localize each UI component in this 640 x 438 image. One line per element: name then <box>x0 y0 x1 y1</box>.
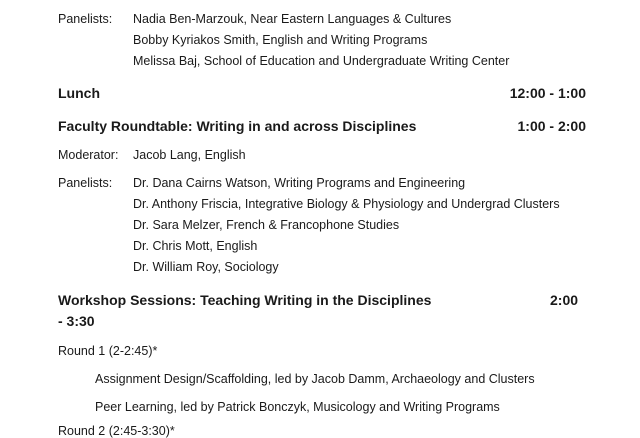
panelists-label: Panelists: <box>58 176 113 190</box>
roundtable-time: 1:00 - 2:00 <box>517 118 586 134</box>
panelist-name: Dr. Dana Cairns Watson, Writing Programs and Engineering <box>133 176 466 190</box>
session-item: Peer Learning, led by Patrick Bonczyk, Musicology and Writing Programs <box>95 400 500 414</box>
round-2-label: Round 2 (2:45-3:30)* <box>58 424 175 438</box>
moderator-label: Moderator: <box>58 148 119 162</box>
lunch-heading: Lunch <box>58 85 100 101</box>
panelist-name: Dr. Chris Mott, English <box>133 239 258 253</box>
panelist-name: Bobby Kyriakos Smith, English and Writing Programs <box>133 33 428 47</box>
moderator-name: Jacob Lang, English <box>133 148 246 162</box>
panelist-name: Nadia Ben-Marzouk, Near Eastern Languages & Cultures <box>133 12 452 26</box>
panelist-name: Melissa Baj, School of Education and Undergraduate Writing Center <box>133 54 510 68</box>
workshop-heading: Workshop Sessions: Teaching Writing in the Disciplines <box>58 292 432 308</box>
lunch-time: 12:00 - 1:00 <box>509 85 586 101</box>
session-item: Assignment Design/Scaffolding, led by Jacob Damm, Archaeology and Clusters <box>95 372 535 386</box>
panelist-name: Dr. Anthony Friscia, Integrative Biology & Physiology and Undergrad Clusters <box>133 197 560 211</box>
workshop-time-start: 2:00 <box>550 292 579 308</box>
workshop-time-end: - 3:30 <box>58 313 95 329</box>
panelists-label: Panelists: <box>58 12 113 26</box>
roundtable-heading: Faculty Roundtable: Writing in and across Disciplines <box>58 118 417 134</box>
round-1-label: Round 1 (2-2:45)* <box>58 344 158 358</box>
panelist-name: Dr. Sara Melzer, French & Francophone Studies <box>133 218 400 232</box>
panelist-name: Dr. William Roy, Sociology <box>133 260 279 274</box>
